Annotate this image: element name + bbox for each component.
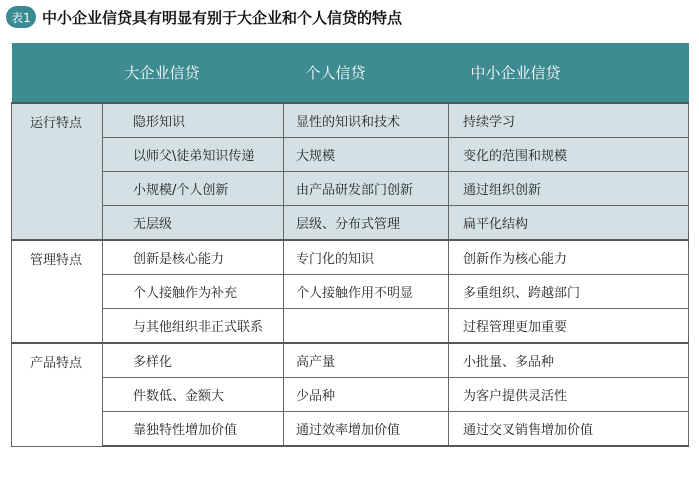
table-cell: 高产量 [284,343,449,378]
section-label: 运行特点 [12,103,103,240]
table-cell: 扁平化结构 [449,206,689,241]
table-row [12,172,689,206]
table-title: 中小企业信贷具有明显有别于大企业和个人信贷的特点 [42,8,403,27]
table-cell: 以师父\徒弟知识传递 [103,138,284,172]
table-cell: 小批量、多品种 [449,343,689,378]
table-cell: 小规模/个人创新 [103,172,284,206]
table-cell: 创新作为核心能力 [449,240,689,275]
header-cell-empty [12,43,103,103]
table-cell: 通过效率增加价值 [284,412,449,447]
table-cell: 靠独特性增加价值 [103,412,284,447]
table-cell: 件数低、金额大 [103,378,284,412]
table-cell: 由产品研发部门创新 [284,172,449,206]
table-row [12,378,689,412]
table-cell: 通过组织创新 [449,172,689,206]
table-cell: 层级、分布式管理 [284,206,449,241]
header-cell-sme: 中小企业信贷 [470,64,561,82]
table-cell: 隐形知识 [103,103,284,138]
table-row [12,309,689,344]
section-product [12,343,689,446]
table-cell: 持续学习 [449,103,689,138]
table-cell: 变化的范围和规模 [449,138,689,172]
table-number-badge: 表1 [6,6,36,28]
table-row [12,275,689,309]
table-cell: 无层级 [103,206,284,241]
table-cell: 多重组织、跨越部门 [449,275,689,309]
header-cell-personal: 个人信贷 [305,64,366,82]
table-cell: 过程管理更加重要 [449,309,689,344]
table-cell: 个人接触作用不明显 [284,275,449,309]
table-cell: 专门化的知识 [284,240,449,275]
table-row [12,240,689,275]
table-cell: 为客户提供灵活性 [449,378,689,412]
table-cell [284,309,449,344]
table-row [12,412,689,447]
table-row [12,206,689,241]
table-row [12,103,689,138]
table-cell: 显性的知识和技术 [284,103,449,138]
section-label: 产品特点 [12,343,103,446]
section-management [12,240,689,343]
table-cell: 创新是核心能力 [103,240,284,275]
section-label: 管理特点 [12,240,103,343]
table-cell: 多样化 [103,343,284,378]
header-row [12,43,689,103]
table-cell: 大规模 [284,138,449,172]
table-row [12,343,689,378]
table-cell: 少品种 [284,378,449,412]
table-cell: 通过交叉销售增加价值 [449,412,689,447]
table-cell: 个人接触作为补充 [103,275,284,309]
header-cell-large-enterprise: 大企业信贷 [124,64,200,82]
table-cell: 与其他组织非正式联系 [103,309,284,344]
comparison-table [11,43,689,447]
table-row [12,138,689,172]
section-operation [12,103,689,240]
table-caption [6,4,402,30]
